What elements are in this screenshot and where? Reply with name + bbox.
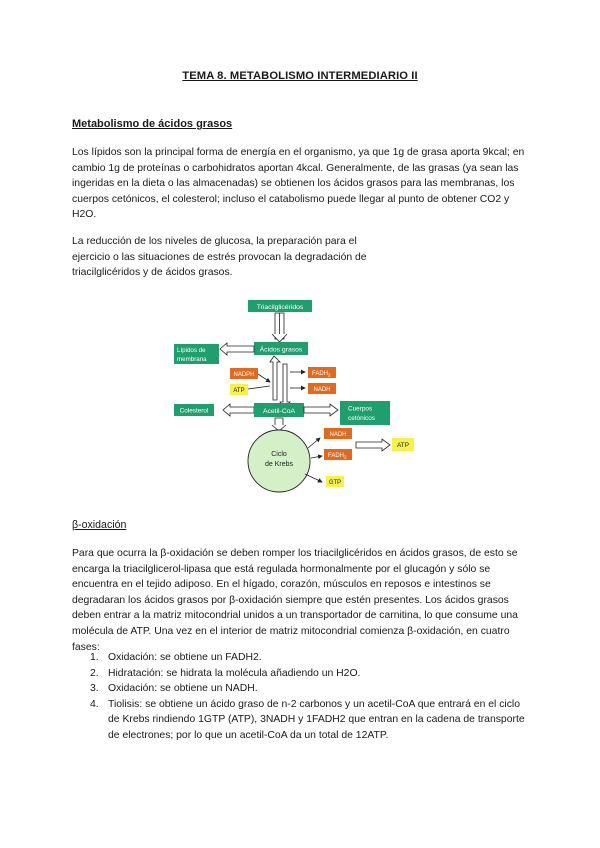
arrow-acetil-to-krebs [272,418,286,431]
lipidos-label-1: Lípidos de [177,347,206,354]
beta-oxidation-steps [72,650,532,744]
paragraph-degradation-triggers: La reducción de los niveles de glucosa, la preparación para el ejercicio o las situaciones de estrés provocan la degradación de triacilglicéridos y de ácidos grasos. [72,236,367,279]
list-item [72,681,532,697]
colesterol-label: Colesterol [179,407,209,415]
list-item [72,650,532,666]
gtp-label: GTP [328,480,342,486]
fadh2-krebs-label: $FADH_2$ [328,453,347,460]
step-text: Hidratación: se hidrata la molécula añadiendo un H2O. [108,667,361,679]
document-title: TEMA 8. METABOLISMO INTERMEDIARIO II [182,70,418,82]
arrow-to-atp [356,439,390,451]
atp-out-label: ATP [397,442,409,449]
list-item [72,697,532,744]
arrow-triacil-to-acidos [272,313,287,342]
paragraph-beta-oxidation: Para que ocurra la β-oxidación se deben romper los triacilglicéridos en ácidos grasos, de esto se encarga la triacilglicerol-lipasa que está regulada hormonalmente por el glucagón y sólo se encuentra en el tejido adiposo. En el hígado, corazón, músculos en reposos e intestinos se degradaran los ácidos grasos por β-oxidación siempre que estén presentes. Los ácidos grasos deben entrar a la matriz mitocondrial unidos a un transportador de carnitina, lo que consume una molécula de ATP. Una vez en el interior de matriz mitocondrial comienza β-oxidación, en cuatro fases: [72,548,518,653]
step-number: 1. [90,652,99,663]
fadh2-out-label: $FADH_2$ [312,371,331,378]
paragraph-lipids-energy: Los lípidos son la principal forma de energía en el organismo, ya que 1g de grasa aporta 9kcal; en cambio 1g de proteínas o carbohidratos aportan 4kcal. Generalmente, de las grasas (ya sean las ingeridas en la dieta o las almacenadas) se obtienen los ácidos grasos para las membranas, los cuerpos cetónicos, el colesterol; incluso el catabolismo puede llegar al punto de obtener CO2 y H2O. [72,147,525,221]
step-text: Oxidación: se obtiene un NADH. [108,683,258,695]
triacilgliceridos-label: Triacilglicéridos [256,304,304,311]
cuerpos-label-2: cetónicos [348,415,375,422]
nadph-label: NADPH [233,372,255,378]
list-item [72,666,532,682]
step-number: 2. [90,667,99,679]
step-text: Tiolisis: se obtiene un ácido graso de n-2 carbonos y un acetil-CoA que entrará en el ciclo de Krebs rindiendo 1GTP (ATP), 3NADH y 1FADH2 que entran en la cadena de transporte de electrones; por lo que un acetil-CoA da un total de 12ATP. [108,698,525,741]
atp-in-label: ATP [233,388,245,394]
nadh-krebs-label: NADH [329,432,347,438]
step-number: 3. [90,683,99,695]
nadh-out-label: NADH [313,387,331,393]
krebs-label-1: Ciclo [271,451,287,458]
step-number: 4. [90,698,99,710]
cuerpos-label-1: Cuerpos [348,405,373,413]
arrow-krebs-nadh [308,438,320,448]
fatty-acid-metabolism-diagram [170,296,428,502]
acetil-coa-label: Acetil-CoA [262,408,296,415]
krebs-label-2: de Krebs [264,461,294,468]
lipidos-label-2: membrana [177,356,207,363]
arrow-acetil-to-cuerpos [304,404,338,416]
arrow-krebs-gtp [305,474,322,482]
arrow-atp-in [248,386,270,389]
step-text: Oxidación: se obtiene un FADH2. [108,652,262,663]
arrow-acidos-acetil [270,356,290,408]
arrow-nadph-in [258,374,270,382]
arrow-krebs-fadh2 [311,456,322,458]
arrow-acetil-to-colesterol [223,404,254,416]
arrow-acidos-to-lipidos [220,343,254,355]
beta-oxidation-heading: β-oxidación [72,519,127,531]
section-heading: Metabolismo de ácidos grasos [72,118,233,130]
acidos-grasos-label: Ácidos grasos [259,346,303,354]
